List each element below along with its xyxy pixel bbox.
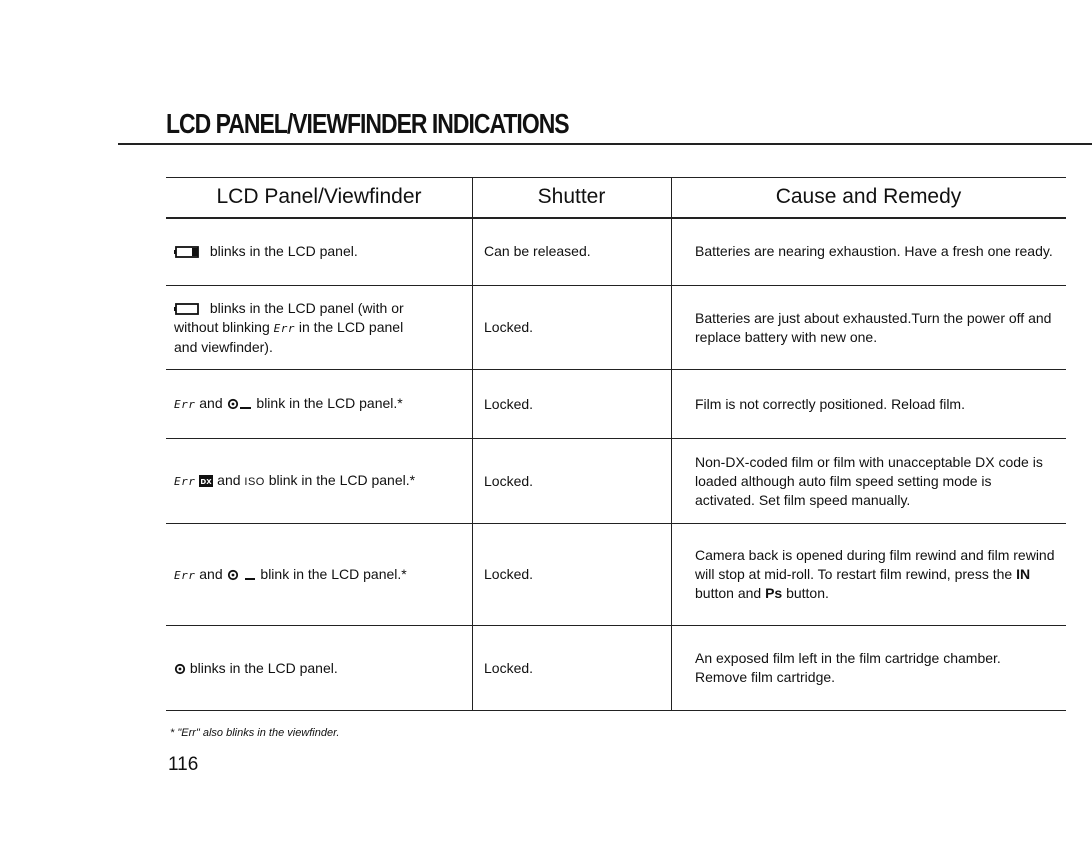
table-row-5-shutter: Locked. bbox=[484, 566, 534, 582]
dx-badge-label: DX bbox=[200, 477, 212, 486]
lcd-text: blinks in the LCD panel. bbox=[189, 659, 338, 676]
table-row-5-lcd bbox=[174, 524, 464, 625]
table-row-6-shutter: Locked. bbox=[484, 659, 534, 676]
in-button-label: IN bbox=[1016, 566, 1031, 582]
err-display: Err bbox=[174, 568, 196, 582]
ps-button-label: Ps bbox=[765, 585, 783, 601]
table-row-2-shutter: Locked. bbox=[484, 319, 534, 335]
header-cause-remedy: Cause and Remedy bbox=[775, 185, 962, 208]
header-lcd-panel: LCD Panel/Viewfinder bbox=[216, 185, 422, 208]
column-divider bbox=[472, 177, 473, 711]
err-display: Err bbox=[174, 474, 196, 488]
battery-empty-icon bbox=[174, 303, 206, 315]
table-bottom-rule bbox=[166, 710, 1066, 711]
iso-display: ISO bbox=[244, 475, 265, 488]
table-row-4-lcd bbox=[174, 439, 464, 523]
lcd-text-line1: blinks in the LCD panel (with or bbox=[209, 299, 404, 316]
err-display: Err bbox=[174, 398, 196, 411]
lcd-text-line2b: in the LCD panel bbox=[298, 318, 404, 335]
lcd-text-line2a: without blinking bbox=[174, 318, 270, 335]
table-row-3-lcd bbox=[174, 370, 464, 438]
dx-badge-icon bbox=[199, 475, 213, 487]
page-number: 116 bbox=[168, 754, 199, 775]
lcd-text: blinks in the LCD panel. bbox=[209, 243, 358, 259]
lcd-text: blink in the LCD panel.* bbox=[256, 395, 403, 411]
table-row-6-cause: An exposed film left in the film cartridge chamber. Remove film cartridge. bbox=[695, 650, 1001, 685]
lcd-text: blink in the LCD panel.* bbox=[268, 471, 416, 488]
footnote: * "Err" also blinks in the viewfinder. bbox=[170, 727, 340, 739]
table-row-6-lcd bbox=[174, 626, 464, 710]
table-row-4-cause: Non-DX-coded film or film with unacceptable DX code is loaded although auto film speed setting mode is activated. Set film speed manually. bbox=[695, 453, 1043, 508]
lcd-and: and bbox=[199, 395, 223, 411]
cause-text-b: button and bbox=[695, 585, 762, 601]
page-title: LCD PANEL/VIEWFINDER INDICATIONS bbox=[166, 108, 569, 139]
film-cartridge-icon bbox=[174, 663, 186, 675]
err-display: Err bbox=[273, 321, 295, 335]
title-rule bbox=[118, 143, 1092, 145]
header-shutter: Shutter bbox=[537, 185, 606, 208]
battery-low-icon bbox=[174, 246, 206, 258]
lcd-and: and bbox=[199, 565, 223, 582]
table-row-2-lcd bbox=[174, 286, 464, 369]
film-cartridge-icon bbox=[227, 569, 257, 581]
lcd-and: and bbox=[217, 471, 241, 488]
table-row-3-shutter: Locked. bbox=[484, 395, 534, 412]
lcd-text-line3: and viewfinder). bbox=[174, 338, 273, 355]
table-row-1-cause: Batteries are nearing exhaustion. Have a fresh one ready. bbox=[695, 243, 1053, 259]
cause-text-a: Camera back is opened during film rewind and film rewind will stop at mid-roll. To restart film rewind, press the bbox=[695, 547, 1055, 582]
table-row-3-cause: Film is not correctly positioned. Reload film. bbox=[695, 395, 965, 412]
cause-text-c: button. bbox=[786, 585, 829, 601]
table-row-4-shutter: Locked. bbox=[484, 472, 534, 489]
lcd-text: blink in the LCD panel.* bbox=[260, 565, 407, 582]
table-row-1-shutter: Can be released. bbox=[484, 243, 591, 259]
column-divider bbox=[671, 177, 672, 711]
table-row-5-cause bbox=[695, 524, 1060, 625]
film-cartridge-icon bbox=[227, 398, 253, 410]
table-row-2-cause: Batteries are just about exhausted.Turn the power off and replace battery with new one. bbox=[695, 309, 1052, 345]
table-row-1-lcd bbox=[174, 218, 464, 285]
